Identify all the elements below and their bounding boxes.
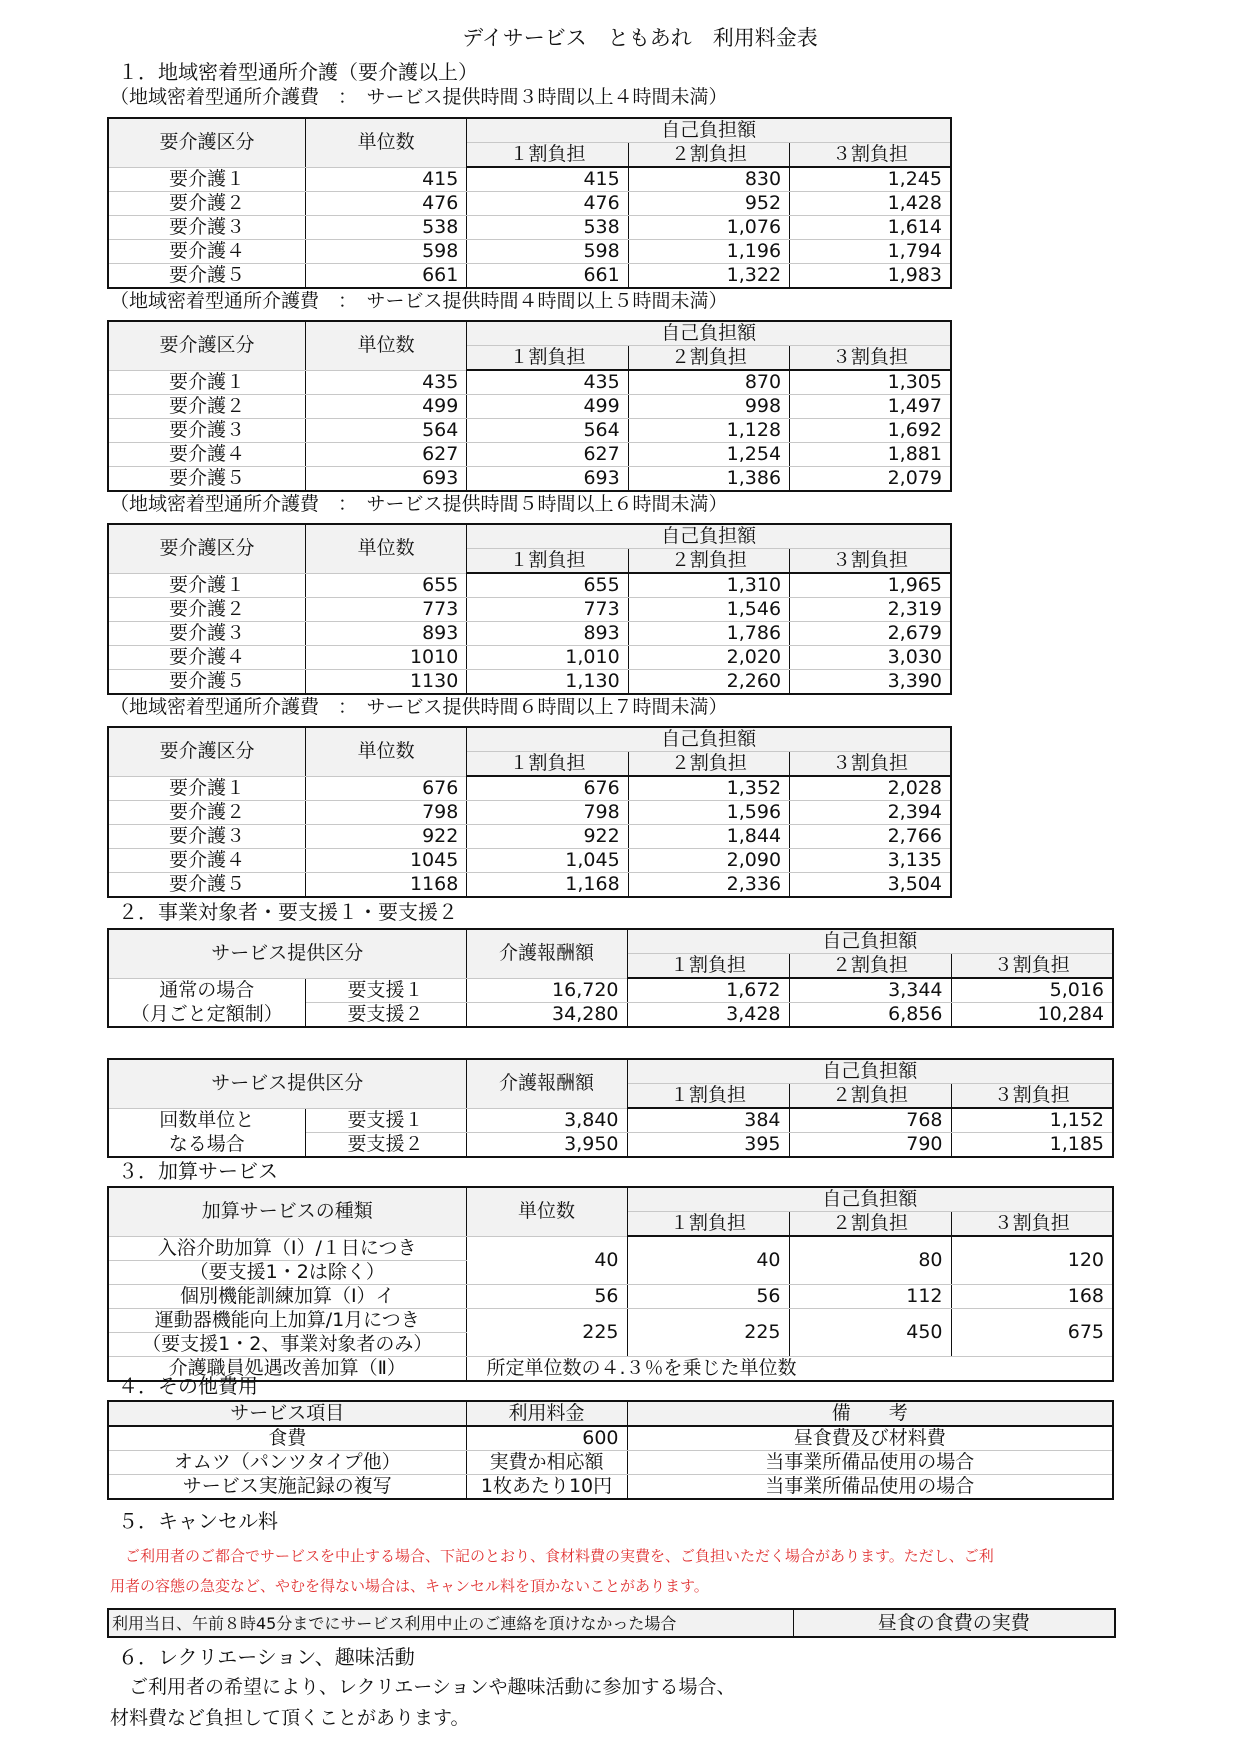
fee-value: 600 [466, 1426, 627, 1451]
copay1-value: 922 [467, 825, 628, 849]
copay3-value: 2,079 [790, 467, 951, 492]
copay2-value: 1,322 [628, 264, 789, 289]
row-label: 要介護４ [108, 646, 305, 670]
s2-monthly-table [107, 928, 1114, 1028]
copay2-value: 870 [628, 370, 789, 395]
copay1-value: 415 [467, 167, 628, 192]
units-value: 627 [305, 443, 466, 467]
item-value: オムツ（パンツタイプ他） [108, 1451, 466, 1475]
copay2-value: 450 [789, 1308, 951, 1356]
fee-value: 16,720 [466, 978, 627, 1003]
units-value: 499 [305, 395, 466, 419]
row-label: 要介護２ [108, 801, 305, 825]
table-row [108, 1236, 1113, 1260]
row-label: 要支援１ [305, 978, 466, 1003]
copay1-value: 627 [467, 443, 628, 467]
s1-table2 [107, 320, 952, 492]
fee-value: 3,840 [466, 1108, 627, 1133]
table-row [108, 646, 951, 670]
note-value: 昼食費及び材料費 [627, 1426, 1113, 1451]
units-value: 1130 [305, 670, 466, 695]
copay3-value: 168 [951, 1284, 1113, 1308]
col-fee: 介護報酬額 [466, 1059, 627, 1108]
col-copay1: １割負担 [467, 752, 628, 777]
copay2-value: 112 [789, 1284, 951, 1308]
item-value: 食費 [108, 1426, 466, 1451]
table-row [108, 467, 951, 492]
copay1-value: 693 [467, 467, 628, 492]
col-category: 要介護区分 [108, 118, 305, 167]
table-row [108, 1475, 1113, 1500]
copay2-value: 768 [789, 1108, 951, 1133]
s1-table3 [107, 523, 952, 695]
copay2-value: 952 [628, 192, 789, 216]
col-copay1: １割負担 [627, 1084, 789, 1109]
copay1-value: 1,130 [467, 670, 628, 695]
row-label: 要介護４ [108, 849, 305, 873]
col-copay1: １割負担 [467, 346, 628, 371]
copay2-value: 830 [628, 167, 789, 192]
table-row [108, 873, 951, 898]
copay1-value: 476 [467, 192, 628, 216]
copay1-value: 40 [627, 1236, 789, 1284]
copay2-value: 998 [628, 395, 789, 419]
table-row [108, 849, 951, 873]
copay1-value: 225 [627, 1308, 789, 1356]
copay2-value: 1,546 [628, 598, 789, 622]
s5-cancel-table [107, 1608, 1116, 1638]
copay3-value: 1,794 [790, 240, 951, 264]
units-value: 598 [305, 240, 466, 264]
units-value: 1010 [305, 646, 466, 670]
units-value: 798 [305, 801, 466, 825]
row-label: 要介護５ [108, 467, 305, 492]
units-value: 655 [305, 573, 466, 598]
table-row [108, 978, 1113, 1003]
cancel-charge: 昼食の食費の実費 [793, 1609, 1115, 1637]
table-row [108, 370, 951, 395]
col-units: 単位数 [305, 524, 466, 573]
copay2-value: 2,090 [628, 849, 789, 873]
section3-heading: ３．加算サービス [118, 1159, 278, 1183]
copay3-value: 1,185 [951, 1133, 1113, 1158]
copay3-value: 10,284 [951, 1003, 1113, 1028]
col-copay3: ３割負担 [951, 1084, 1113, 1109]
table-row [108, 776, 951, 801]
copay2-value: 1,386 [628, 467, 789, 492]
row-label: 要介護２ [108, 598, 305, 622]
s1-table1 [107, 117, 952, 289]
copay3-value: 1,152 [951, 1108, 1113, 1133]
s1-table1-caption: （地域密着型通所介護費 ： サービス提供時間３時間以上４時間未満） [110, 86, 728, 108]
copay2-value: 3,344 [789, 978, 951, 1003]
row-label: 要介護２ [108, 192, 305, 216]
units-value: 225 [466, 1308, 627, 1356]
table-row [108, 1308, 1113, 1332]
row-label: 要介護１ [108, 370, 305, 395]
treatment-label: 介護職員処遇改善加算（Ⅱ） [108, 1356, 466, 1381]
copay1-value: 655 [467, 573, 628, 598]
copay1-value: 435 [467, 370, 628, 395]
table-row [108, 1451, 1113, 1475]
col-copay3: ３割負担 [790, 346, 951, 371]
copay3-value: 120 [951, 1236, 1113, 1284]
addon-label: 個別機能訓練加算（Ⅰ）イ [108, 1284, 466, 1308]
copay2-value: 1,844 [628, 825, 789, 849]
fee-value: 1枚あたり10円 [466, 1475, 627, 1500]
table-row [108, 1284, 1113, 1308]
col-fee: 介護報酬額 [466, 929, 627, 978]
units-value: 538 [305, 216, 466, 240]
col-copay2: ２割負担 [628, 346, 789, 371]
copay2-value: 80 [789, 1236, 951, 1284]
col-fee: 利用料金 [466, 1401, 627, 1426]
col-category: 要介護区分 [108, 727, 305, 776]
row-label: 要介護４ [108, 240, 305, 264]
s3-addon-table [107, 1186, 1114, 1382]
col-copay3: ３割負担 [790, 752, 951, 777]
col-copay2: ２割負担 [789, 1084, 951, 1109]
units-value: 435 [305, 370, 466, 395]
col-note: 備 考 [627, 1401, 1113, 1426]
row-label: 要介護３ [108, 622, 305, 646]
table-row [108, 419, 951, 443]
col-copay1: １割負担 [627, 1212, 789, 1237]
copay3-value: 3,135 [790, 849, 951, 873]
copay2-value: 1,128 [628, 419, 789, 443]
copay3-value: 3,390 [790, 670, 951, 695]
s1-table4 [107, 726, 952, 898]
copay1-value: 3,428 [627, 1003, 789, 1028]
recreation-text-line2: 材料費など負担して頂くことがあります。 [110, 1707, 470, 1729]
copay2-value: 1,310 [628, 573, 789, 598]
addon-label-line1: 運動器機能向上加算/1月につき [108, 1308, 466, 1332]
copay1-value: 56 [627, 1284, 789, 1308]
units-value: 56 [466, 1284, 627, 1308]
col-copay2: ２割負担 [789, 1212, 951, 1237]
copay1-value: 773 [467, 598, 628, 622]
col-category: 要介護区分 [108, 524, 305, 573]
row-label: 要介護１ [108, 167, 305, 192]
copay2-value: 6,856 [789, 1003, 951, 1028]
units-value: 415 [305, 167, 466, 192]
copay1-value: 1,045 [467, 849, 628, 873]
table-row [108, 1609, 1115, 1637]
addon-label-line2: （要支援1・2は除く） [108, 1260, 466, 1284]
copay2-value: 1,196 [628, 240, 789, 264]
fee-value: 3,950 [466, 1133, 627, 1158]
table-row [108, 825, 951, 849]
fee-value: 実費か相応額 [466, 1451, 627, 1475]
col-units: 単位数 [305, 321, 466, 370]
table-row [108, 1356, 1113, 1381]
copay3-value: 2,766 [790, 825, 951, 849]
copay2-value: 1,786 [628, 622, 789, 646]
units-value: 1045 [305, 849, 466, 873]
col-copay1: １割負担 [467, 143, 628, 168]
group-label-line1: 回数単位と [108, 1108, 305, 1133]
row-label: 要介護３ [108, 419, 305, 443]
copay1-value: 384 [627, 1108, 789, 1133]
copay1-value: 1,010 [467, 646, 628, 670]
table-row [108, 573, 951, 598]
note-value: 当事業所備品使用の場合 [627, 1451, 1113, 1475]
copay2-value: 2,020 [628, 646, 789, 670]
copay1-value: 893 [467, 622, 628, 646]
table-row [108, 1426, 1113, 1451]
section1-heading: １．地域密着型通所介護（要介護以上） [118, 60, 478, 84]
units-value: 564 [305, 419, 466, 443]
s4-other-fees-table [107, 1400, 1114, 1500]
units-value: 661 [305, 264, 466, 289]
col-copay3: ３割負担 [951, 954, 1113, 979]
section2-heading: ２．事業対象者・要支援１・要支援２ [118, 900, 458, 924]
table-row [108, 264, 951, 289]
section5-heading: ５．キャンセル料 [118, 1509, 278, 1533]
units-value: 1168 [305, 873, 466, 898]
table-row [108, 622, 951, 646]
copay2-value: 1,596 [628, 801, 789, 825]
row-label: 要介護１ [108, 573, 305, 598]
cancel-condition: 利用当日、午前８時45分までにサービス利用中止のご連絡を頂けなかった場合 [108, 1609, 793, 1637]
table-row [108, 598, 951, 622]
col-units: 単位数 [305, 118, 466, 167]
addon-label-line2: （要支援1・2、事業対象者のみ） [108, 1332, 466, 1356]
units-value: 893 [305, 622, 466, 646]
table-row [108, 1003, 1113, 1028]
row-label: 要介護５ [108, 873, 305, 898]
section4-heading: ４．その他費用 [118, 1374, 258, 1398]
section6-heading: ６．レクリエーション、趣味活動 [118, 1645, 415, 1669]
copay1-value: 1,672 [627, 978, 789, 1003]
row-label: 要介護１ [108, 776, 305, 801]
s2-per-visit-table [107, 1058, 1114, 1158]
s1-table4-caption: （地域密着型通所介護費 ： サービス提供時間６時間以上７時間未満） [110, 696, 728, 718]
col-copay: 自己負担額 [627, 1059, 1113, 1084]
table-row [108, 1133, 1113, 1158]
row-label: 要介護５ [108, 264, 305, 289]
copay2-value: 2,336 [628, 873, 789, 898]
units-value: 676 [305, 776, 466, 801]
copay3-value: 3,504 [790, 873, 951, 898]
row-label: 要介護２ [108, 395, 305, 419]
table-row [108, 670, 951, 695]
col-copay: 自己負担額 [627, 1187, 1113, 1212]
copay2-value: 1,254 [628, 443, 789, 467]
col-copay3: ３割負担 [790, 549, 951, 574]
copay3-value: 1,305 [790, 370, 951, 395]
copay1-value: 1,168 [467, 873, 628, 898]
copay2-value: 1,076 [628, 216, 789, 240]
units-value: 773 [305, 598, 466, 622]
table-row [108, 216, 951, 240]
table-row [108, 192, 951, 216]
copay3-value: 1,428 [790, 192, 951, 216]
units-value: 40 [466, 1236, 627, 1284]
units-value: 693 [305, 467, 466, 492]
col-copay2: ２割負担 [628, 143, 789, 168]
group-label-line2: （月ごと定額制） [108, 1003, 305, 1028]
copay1-value: 538 [467, 216, 628, 240]
copay3-value: 2,394 [790, 801, 951, 825]
copay3-value: 2,679 [790, 622, 951, 646]
table-row [108, 395, 951, 419]
table-row [108, 801, 951, 825]
table-row [108, 443, 951, 467]
table-row [108, 1108, 1113, 1133]
row-label: 要支援１ [305, 1108, 466, 1133]
copay3-value: 1,881 [790, 443, 951, 467]
copay3-value: 1,245 [790, 167, 951, 192]
copay3-value: 1,965 [790, 573, 951, 598]
group-label-line2: なる場合 [108, 1133, 305, 1158]
copay3-value: 1,692 [790, 419, 951, 443]
cancel-notice-line1: ご利用者のご都合でサービスを中止する場合、下記のとおり、食材料費の実費を、ご負担いただく場合があります。ただし、ご利 [110, 1547, 994, 1565]
fee-value: 34,280 [466, 1003, 627, 1028]
row-label: 要支援２ [305, 1133, 466, 1158]
col-service: サービス提供区分 [108, 929, 466, 978]
copay2-value: 1,352 [628, 776, 789, 801]
col-copay1: １割負担 [467, 549, 628, 574]
group-label-line1: 通常の場合 [108, 978, 305, 1003]
copay1-value: 598 [467, 240, 628, 264]
col-copay3: ３割負担 [951, 1212, 1113, 1237]
col-copay3: ３割負担 [790, 143, 951, 168]
copay1-value: 798 [467, 801, 628, 825]
units-value: 476 [305, 192, 466, 216]
copay3-value: 3,030 [790, 646, 951, 670]
col-copay1: １割負担 [627, 954, 789, 979]
copay1-value: 395 [627, 1133, 789, 1158]
copay3-value: 1,983 [790, 264, 951, 289]
row-label: 要支援２ [305, 1003, 466, 1028]
note-value: 当事業所備品使用の場合 [627, 1475, 1113, 1500]
col-copay: 自己負担額 [627, 929, 1113, 954]
treatment-value: 所定単位数の４.３％を乗じた単位数 [466, 1356, 1113, 1381]
recreation-text-line1: ご利用者の希望により、レクリエーションや趣味活動に参加する場合、 [110, 1676, 736, 1698]
col-units: 単位数 [466, 1187, 627, 1236]
row-label: 要介護５ [108, 670, 305, 695]
col-copay2: ２割負担 [789, 954, 951, 979]
col-units: 単位数 [305, 727, 466, 776]
row-label: 要介護３ [108, 216, 305, 240]
row-label: 要介護３ [108, 825, 305, 849]
copay3-value: 2,319 [790, 598, 951, 622]
copay1-value: 564 [467, 419, 628, 443]
copay3-value: 2,028 [790, 776, 951, 801]
col-copay: 自己負担額 [467, 727, 951, 752]
copay3-value: 675 [951, 1308, 1113, 1356]
copay3-value: 1,614 [790, 216, 951, 240]
col-copay2: ２割負担 [628, 549, 789, 574]
cancel-notice-line2: 用者の容態の急変など、やむを得ない場合は、キャンセル料を頂かないことがあります。 [110, 1577, 709, 1595]
col-copay: 自己負担額 [467, 524, 951, 549]
page-title: デイサービス ともあれ 利用料金表 [462, 26, 818, 50]
copay3-value: 5,016 [951, 978, 1113, 1003]
copay1-value: 676 [467, 776, 628, 801]
col-copay: 自己負担額 [467, 321, 951, 346]
s1-table2-caption: （地域密着型通所介護費 ： サービス提供時間４時間以上５時間未満） [110, 290, 728, 312]
table-row [108, 240, 951, 264]
table-row [108, 167, 951, 192]
col-copay2: ２割負担 [628, 752, 789, 777]
units-value: 922 [305, 825, 466, 849]
s1-table3-caption: （地域密着型通所介護費 ： サービス提供時間５時間以上６時間未満） [110, 493, 728, 515]
copay2-value: 2,260 [628, 670, 789, 695]
col-item: サービス項目 [108, 1401, 466, 1426]
col-type: 加算サービスの種類 [108, 1187, 466, 1236]
row-label: 要介護４ [108, 443, 305, 467]
col-service: サービス提供区分 [108, 1059, 466, 1108]
copay2-value: 790 [789, 1133, 951, 1158]
addon-label-line1: 入浴介助加算（Ⅰ）/１日につき [108, 1236, 466, 1260]
col-category: 要介護区分 [108, 321, 305, 370]
col-copay: 自己負担額 [467, 118, 951, 143]
item-value: サービス実施記録の複写 [108, 1475, 466, 1500]
copay3-value: 1,497 [790, 395, 951, 419]
copay1-value: 499 [467, 395, 628, 419]
copay1-value: 661 [467, 264, 628, 289]
